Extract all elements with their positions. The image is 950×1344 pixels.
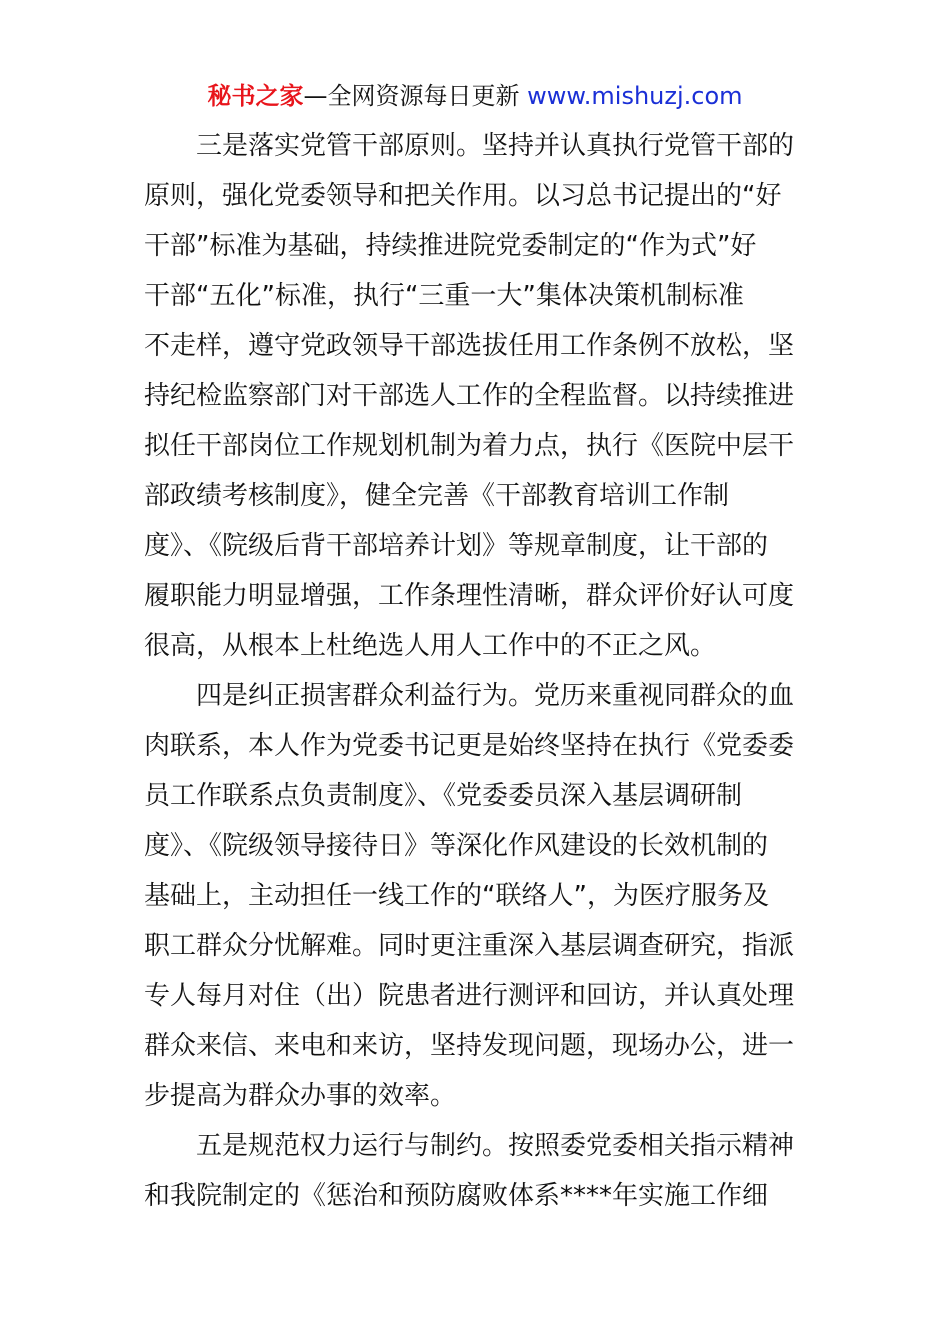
paragraph-line: 部政绩考核制度》，健全完善《干部教育培训工作制 [144, 481, 730, 511]
paragraph-line: 持纪检监察部门对干部选人工作的全程监督。以持续推进 [144, 381, 795, 411]
paragraph-line: 步提高为群众办事的效率。 [144, 1081, 457, 1111]
paragraph-line: 肉联系，本人作为党委书记更是始终坚持在执行《党委委 [144, 731, 795, 761]
paragraph-line: 度》、《院级领导接待日》等深化作风建设的长效机制的 [144, 831, 769, 861]
paragraph-line: 四是纠正损害群众利益行为。党历来重视同群众的血 [196, 681, 795, 711]
paragraph-line: 和我院制定的《惩治和预防腐败体系****年实施工作细 [144, 1181, 769, 1211]
paragraph-line: 履职能力明显增强，工作条理性清晰，群众评价好认可度 [144, 581, 795, 611]
paragraph-line: 很高，从根本上杜绝选人用人工作中的不正之风。 [144, 631, 717, 661]
paragraph-line: 专人每月对住（出）院患者进行测评和回访，并认真处理 [144, 981, 795, 1011]
paragraph-line: 不走样，遵守党政领导干部选拔任用工作条例不放松，坚 [144, 331, 795, 361]
paragraph-line: 原则，强化党委领导和把关作用。以习总书记提出的“好 [144, 181, 782, 211]
paragraph-line: 度》、《院级后背干部培养计划》等规章制度，让干部的 [144, 531, 769, 561]
paragraph-line: 基础上，主动担任一线工作的“联络人”，为医疗服务及 [144, 881, 769, 911]
paragraph-line: 员工作联系点负责制度》、《党委委员深入基层调研制 [144, 781, 743, 811]
site-header [0, 80, 950, 112]
paragraph-line: 三是落实党管干部原则。坚持并认真执行党管干部的 [196, 131, 795, 161]
site-brand: 秘书之家 [207, 82, 304, 110]
site-tagline: 全网资源每日更新 [327, 82, 528, 110]
site-url-link[interactable]: www.mishuzj.com [527, 82, 743, 110]
paragraph-line: 五是规范权力运行与制约。按照委党委相关指示精神 [196, 1131, 795, 1161]
paragraph-line: 拟任干部岗位工作规划机制为着力点，执行《医院中层干 [144, 431, 795, 461]
paragraph-line: 干部”标准为基础，持续推进院党委制定的“作为式”好 [144, 231, 757, 261]
paragraph-line: 职工群众分忧解难。同时更注重深入基层调查研究，指派 [144, 931, 795, 961]
header-dash: — [303, 82, 328, 110]
paragraph-line: 干部“五化”标准，执行“三重一大”集体决策机制标准 [144, 281, 744, 311]
paragraph-line: 群众来信、来电和来访，坚持发现问题，现场办公，进一 [144, 1031, 795, 1061]
